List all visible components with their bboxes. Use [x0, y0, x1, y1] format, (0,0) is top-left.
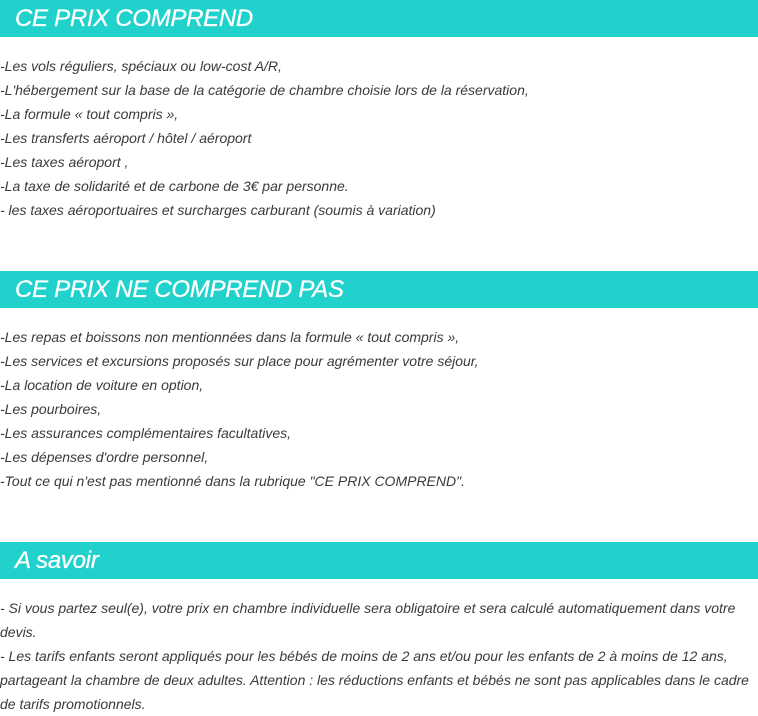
- info-paragraph: - Si vous partez seul(e), votre prix en chambre individuelle sera obligatoire et sera calculé automatiquement dans votre devis.: [0, 600, 736, 640]
- section-title-included: CE PRIX COMPREND: [15, 5, 253, 32]
- included-list: [0, 54, 758, 222]
- list-item: -Les pourboires,: [0, 401, 102, 417]
- list-item: -Les taxes aéroport ,: [0, 154, 129, 170]
- list-item: -La location de voiture en option,: [0, 377, 204, 393]
- list-item: -Les vols réguliers, spéciaux ou low-cost A/R,: [0, 58, 282, 74]
- section-title-good-to-know: A savoir: [15, 547, 99, 574]
- section-header-good-to-know: [0, 542, 758, 579]
- list-item: -Les dépenses d'ordre personnel,: [0, 449, 209, 465]
- not-included-list: [0, 325, 758, 493]
- list-item: -Les services et excursions proposés sur place pour agrémenter votre séjour,: [0, 353, 479, 369]
- list-item: -L'hébergement sur la base de la catégorie de chambre choisie lors de la réservation,: [0, 82, 529, 98]
- section-header-not-included: [0, 271, 758, 308]
- list-item: -La taxe de solidarité et de carbone de 3€ par personne.: [0, 178, 349, 194]
- list-item: -Les transferts aéroport / hôtel / aéroport: [0, 130, 252, 146]
- section-title-not-included: CE PRIX NE COMPREND PAS: [15, 276, 344, 303]
- info-paragraph: - Les tarifs enfants seront appliqués pour les bébés de moins de 2 ans et/ou pour les enfants de 2 à moins de 12 ans, partageant la chambre de deux adultes. Attention : les réductions enfants et bébés ne sont pas applicables dans le cadre de tarifs promotionnels.: [0, 648, 749, 712]
- list-item: -Les assurances complémentaires facultatives,: [0, 425, 292, 441]
- list-item: -La formule « tout compris »,: [0, 106, 179, 122]
- list-item: - les taxes aéroportuaires et surcharges carburant (soumis à variation): [0, 202, 436, 218]
- section-header-included: [0, 0, 758, 37]
- list-item: -Tout ce qui n'est pas mentionné dans la rubrique "CE PRIX COMPREND".: [0, 473, 465, 489]
- list-item: -Les repas et boissons non mentionnées dans la formule « tout compris »,: [0, 329, 460, 345]
- good-to-know-text: [0, 596, 752, 716]
